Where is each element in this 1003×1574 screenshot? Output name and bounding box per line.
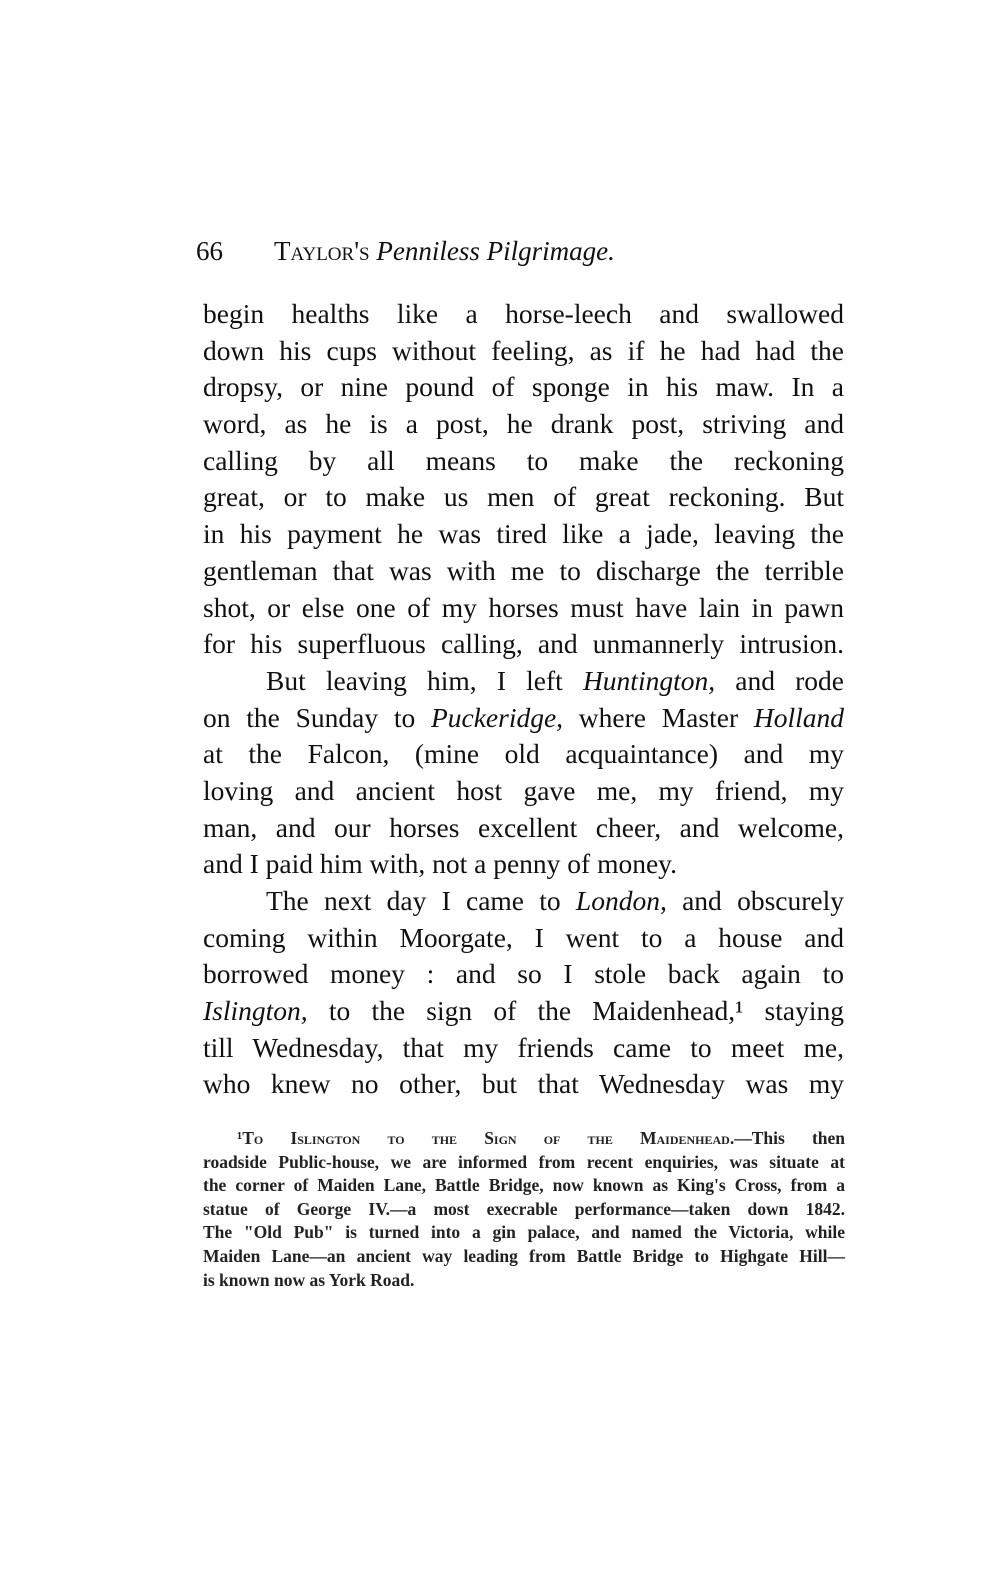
text-segment: The "Old Pub" is turned into a gin palace, and named the Victoria, while bbox=[203, 1222, 845, 1243]
italic-text: Puckeridge, bbox=[430, 701, 564, 733]
text-segment: word, as he is a post, he drank post, striving and bbox=[203, 408, 844, 440]
text-segment: the corner of Maiden Lane, Battle Bridge, now known as King's Cross, from a bbox=[203, 1175, 845, 1196]
text-line bbox=[203, 553, 844, 590]
text-line bbox=[203, 516, 844, 553]
text-line bbox=[203, 736, 844, 773]
text-segment: where Master bbox=[563, 701, 754, 733]
italic-text: London, bbox=[575, 885, 667, 916]
text-segment: To Islington to the Sign of the Maidenhead. bbox=[242, 1128, 735, 1148]
text-segment: and I paid him with, not a penny of money. bbox=[203, 848, 678, 880]
text-segment: borrowed money : and so I stole back again to bbox=[203, 958, 844, 990]
text-segment: begin healths like a horse-leech and swallowed bbox=[203, 298, 844, 329]
text-line bbox=[203, 1030, 844, 1067]
text-line bbox=[203, 406, 844, 443]
text-line bbox=[203, 846, 844, 883]
text-segment: The next day I came to bbox=[266, 885, 576, 916]
text-line bbox=[203, 810, 844, 847]
text-segment: till Wednesday, that my friends came to meet me, bbox=[203, 1031, 844, 1063]
text-segment: and obscurely bbox=[666, 885, 844, 916]
text-segment: for his superfluous calling, and unmannerly intrusion. bbox=[203, 628, 844, 660]
text-segment: dropsy, or nine pound of sponge in his maw. In a bbox=[203, 371, 844, 403]
text-segment: at the Falcon, (mine old acquaintance) and my bbox=[203, 738, 844, 770]
text-segment: But leaving him, I left bbox=[266, 664, 583, 696]
text-segment: and rode bbox=[715, 664, 844, 696]
text-segment: roadside Public-house, we are informed from recent enquiries, was situate at bbox=[203, 1151, 845, 1172]
footnote-line bbox=[203, 1221, 845, 1245]
body-text bbox=[203, 296, 844, 1103]
text-segment: down his cups without feeling, as if he had had the bbox=[203, 334, 844, 366]
page-number: 66 bbox=[196, 236, 223, 266]
text-segment: shot, or else one of my horses must have lain in pawn bbox=[203, 591, 844, 623]
footnote-line bbox=[203, 1198, 845, 1222]
text-line bbox=[203, 883, 844, 920]
text-line bbox=[203, 663, 844, 700]
text-line bbox=[203, 920, 844, 957]
text-segment: in his payment he was tired like a jade, leaving the bbox=[203, 518, 844, 550]
text-segment: coming within Moorgate, I went to a house and bbox=[203, 921, 844, 953]
text-segment: calling by all means to make the reckoning bbox=[203, 444, 844, 476]
text-segment: loving and ancient host gave me, my friend, my bbox=[203, 774, 844, 806]
book-title: Penniless Pilgrimage. bbox=[376, 236, 615, 266]
author-name: Taylor's bbox=[274, 236, 370, 266]
text-segment: gentleman that was with me to discharge the terrible bbox=[203, 554, 844, 586]
text-segment: ¹ bbox=[237, 1128, 243, 1148]
footnote-line bbox=[203, 1127, 845, 1151]
italic-text: Huntington, bbox=[582, 664, 716, 696]
text-line bbox=[203, 700, 844, 737]
text-line bbox=[203, 443, 844, 480]
text-line bbox=[203, 369, 844, 406]
footnote bbox=[203, 1127, 845, 1292]
footnote-line bbox=[203, 1245, 845, 1269]
text-segment: man, and our horses excellent cheer, and welcome, bbox=[203, 811, 844, 843]
running-title bbox=[274, 236, 615, 267]
text-segment: great, or to make us men of great reckoning. But bbox=[203, 481, 844, 513]
footnote-line bbox=[203, 1151, 845, 1175]
text-segment: —This then bbox=[734, 1128, 846, 1148]
text-line bbox=[203, 626, 844, 663]
text-line bbox=[203, 773, 844, 810]
italic-text: Holland bbox=[753, 701, 844, 733]
text-segment: who knew no other, but that Wednesday was my bbox=[203, 1068, 844, 1100]
text-line bbox=[203, 479, 844, 516]
text-line bbox=[203, 296, 844, 333]
text-line bbox=[203, 333, 844, 370]
text-line bbox=[203, 956, 844, 993]
text-line bbox=[203, 590, 844, 627]
text-line bbox=[203, 993, 844, 1030]
text-line bbox=[203, 1066, 844, 1103]
italic-text: Islington, bbox=[203, 995, 308, 1027]
text-segment: is known now as York Road. bbox=[203, 1269, 415, 1290]
text-segment: on the Sunday to bbox=[203, 701, 431, 733]
footnote-line bbox=[203, 1174, 845, 1198]
text-segment: to the sign of the Maidenhead,¹ staying bbox=[307, 995, 844, 1027]
footnote-line bbox=[203, 1269, 845, 1293]
text-segment: Maiden Lane—an ancient way leading from Battle Bridge to Highgate Hill— bbox=[203, 1245, 845, 1266]
text-segment: statue of George IV.—a most execrable performance—taken down 1842. bbox=[203, 1198, 845, 1219]
